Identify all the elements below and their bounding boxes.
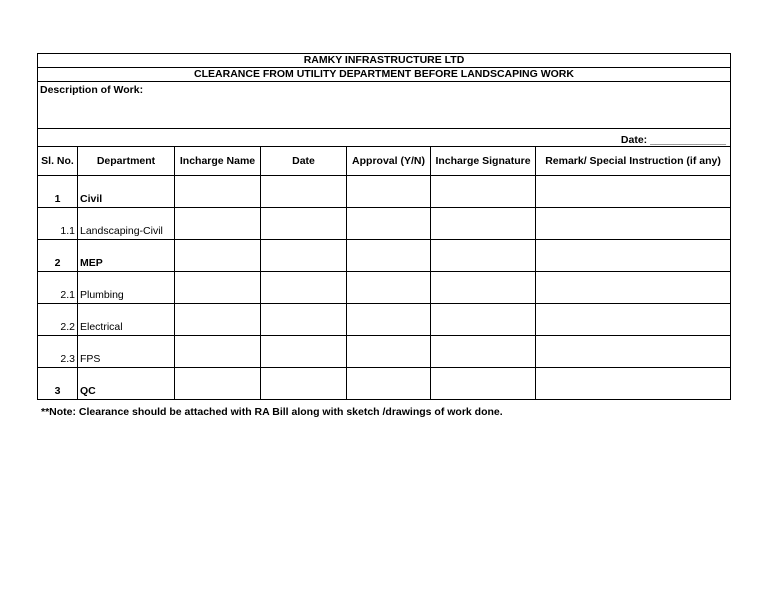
signature-cell[interactable] (431, 208, 536, 240)
row-number: 2 (38, 240, 78, 272)
footnote: **Note: Clearance should be attached with RA Bill along with sketch /drawings of work done. (41, 406, 503, 418)
date-cell[interactable] (261, 304, 347, 336)
approval-cell[interactable] (347, 336, 431, 368)
date-cell[interactable] (261, 176, 347, 208)
col-date: Date (261, 147, 347, 176)
remark-cell[interactable] (536, 304, 731, 336)
approval-cell[interactable] (347, 304, 431, 336)
table-row (38, 176, 731, 208)
col-incharge-signature: Incharge Signature (431, 147, 536, 176)
approval-cell[interactable] (347, 368, 431, 400)
signature-cell[interactable] (431, 272, 536, 304)
remark-cell[interactable] (536, 272, 731, 304)
row-number: 3 (38, 368, 78, 400)
signature-cell[interactable] (431, 336, 536, 368)
date-cell[interactable] (261, 272, 347, 304)
date-field[interactable] (38, 129, 731, 147)
row-department: QC (78, 368, 175, 400)
description-field[interactable] (38, 82, 731, 129)
incharge-name-cell[interactable] (175, 240, 261, 272)
incharge-name-cell[interactable] (175, 272, 261, 304)
row-department: Plumbing (78, 272, 175, 304)
clearance-form (37, 53, 730, 400)
date-cell[interactable] (261, 240, 347, 272)
incharge-name-cell[interactable] (175, 208, 261, 240)
signature-cell[interactable] (431, 176, 536, 208)
signature-cell[interactable] (431, 304, 536, 336)
company-name: RAMKY INFRASTRUCTURE LTD (38, 54, 731, 68)
table-row (38, 368, 731, 400)
row-number: 1.1 (38, 208, 78, 240)
date-cell[interactable] (261, 368, 347, 400)
signature-cell[interactable] (431, 240, 536, 272)
row-department: Electrical (78, 304, 175, 336)
remark-cell[interactable] (536, 368, 731, 400)
date-label: Date: _____________ (620, 134, 727, 146)
signature-cell[interactable] (431, 368, 536, 400)
row-department: Landscaping-Civil (78, 208, 175, 240)
col-approval: Approval (Y/N) (347, 147, 431, 176)
description-label: Description of Work: (40, 84, 144, 96)
col-sl-no: Sl. No. (38, 147, 78, 176)
col-department: Department (78, 147, 175, 176)
remark-cell[interactable] (536, 240, 731, 272)
row-number: 2.2 (38, 304, 78, 336)
incharge-name-cell[interactable] (175, 336, 261, 368)
table-row (38, 336, 731, 368)
row-number: 2.3 (38, 336, 78, 368)
incharge-name-cell[interactable] (175, 176, 261, 208)
incharge-name-cell[interactable] (175, 368, 261, 400)
approval-cell[interactable] (347, 272, 431, 304)
row-number: 2.1 (38, 272, 78, 304)
table-row (38, 304, 731, 336)
row-department: MEP (78, 240, 175, 272)
row-number: 1 (38, 176, 78, 208)
col-incharge-name: Incharge Name (175, 147, 261, 176)
remark-cell[interactable] (536, 336, 731, 368)
table-row (38, 272, 731, 304)
date-cell[interactable] (261, 336, 347, 368)
table-row (38, 208, 731, 240)
clearance-table (37, 53, 731, 400)
form-title: CLEARANCE FROM UTILITY DEPARTMENT BEFORE LANDSCAPING WORK (38, 68, 731, 82)
remark-cell[interactable] (536, 208, 731, 240)
approval-cell[interactable] (347, 240, 431, 272)
row-department: Civil (78, 176, 175, 208)
col-remark: Remark/ Special Instruction (if any) (536, 147, 731, 176)
approval-cell[interactable] (347, 176, 431, 208)
approval-cell[interactable] (347, 208, 431, 240)
incharge-name-cell[interactable] (175, 304, 261, 336)
row-department: FPS (78, 336, 175, 368)
remark-cell[interactable] (536, 176, 731, 208)
date-cell[interactable] (261, 208, 347, 240)
table-row (38, 240, 731, 272)
